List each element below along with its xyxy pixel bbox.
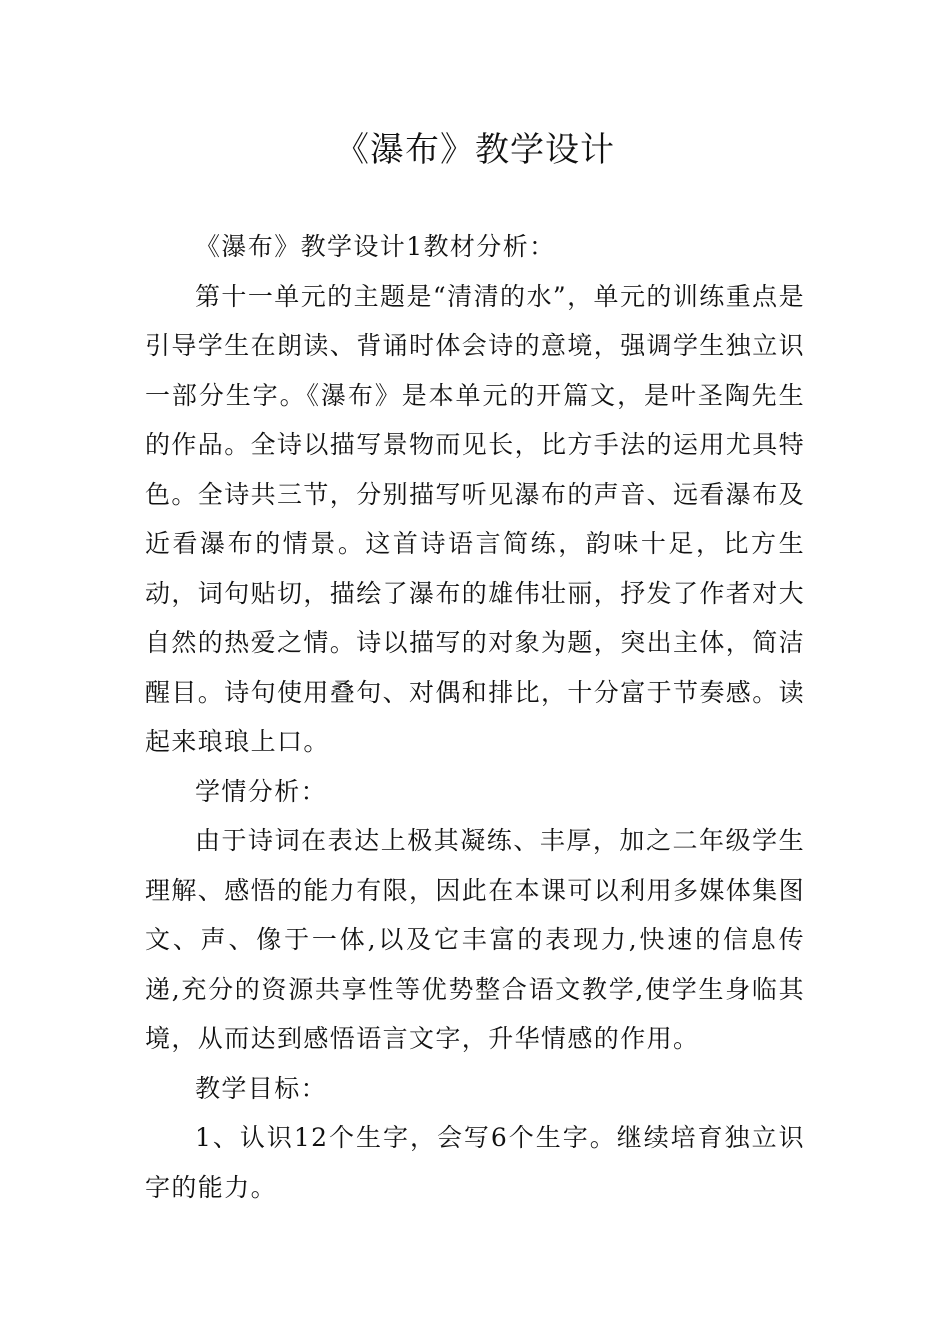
paragraph-intro: 《瀑布》教学设计1教材分析： <box>195 232 556 261</box>
paragraph-student-analysis-heading: 学情分析： <box>195 776 328 806</box>
paragraph-textbook-analysis: 第十一单元的主题是“清清的水”，单元的训练重点是引导学生在朗读、背诵时体会诗的意境，强调学生独立识一部分生字。《瀑布》是本单元的开篇文，是叶圣陶先生的作品。全诗以描写景物而见长，比方手法的运用尤具特色。全诗共三节，分别描写听见瀑布的声音、远看瀑布及近看瀑布的情景。这首诗语言简练，韵味十足，比方生动，词句贴切，描绘了瀑布的雄伟壮丽，抒发了作者对大自然的热爱之情。诗以描写的对象为题，突出主体，简洁醒目。诗句使用叠句、对偶和排比，十分富于节奏感。读起来琅琅上口。 <box>145 281 806 756</box>
paragraph-objectives-heading: 教学目标： <box>195 1073 328 1103</box>
paragraph-objective-1: 1、认识12个生字，会写6个生字。继续培育独立识字的能力。 <box>145 1123 805 1202</box>
paragraph-student-analysis: 由于诗词在表达上极其凝练、丰厚，加之二年级学生理解、感悟的能力有限，因此在本课可以利用多媒体集图文、声、像于一体,以及它丰富的表现力,快速的信息传递,充分的资源共享性等优势整合语文教学,使学生身临其境，从而达到感悟语言文字，升华情感的作用。 <box>145 826 806 1053</box>
document-body <box>145 222 805 1212</box>
document-title: 《瀑布》教学设计 <box>335 130 615 170</box>
